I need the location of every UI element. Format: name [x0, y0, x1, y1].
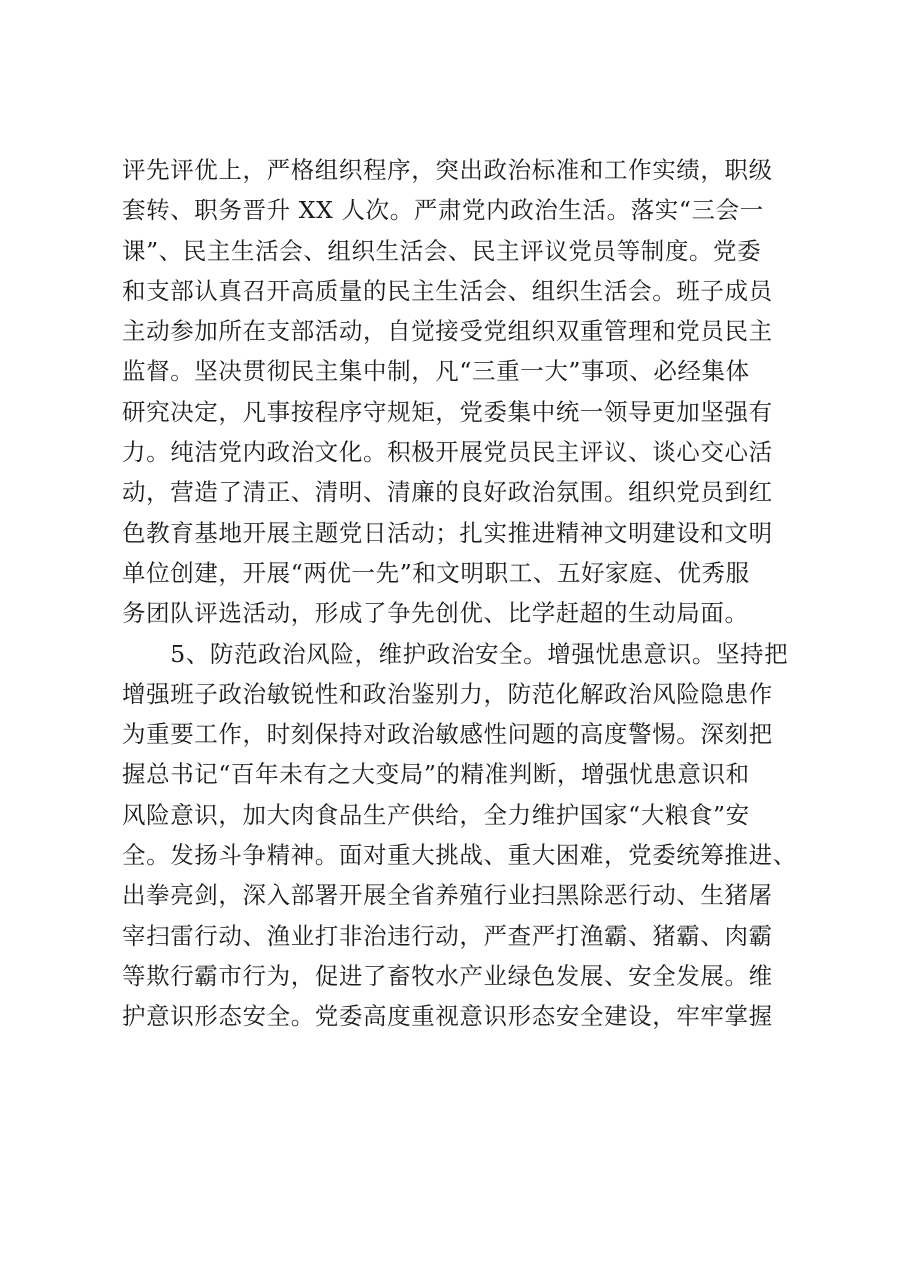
text-line: 护意识形态安全。党委高度重视意识形态安全建设，牢牢掌握	[122, 1002, 773, 1031]
text-line: 监督。坚决贯彻民主集中制，凡“三重一大”事项、必经集体	[122, 357, 750, 386]
text-line: 等欺行霸市行为，促进了畜牧水产业绿色发展、安全发展。维	[122, 961, 773, 990]
text-line: 课”、民主生活会、组织生活会、民主评议党员等制度。党委	[122, 236, 762, 265]
text-line: 务团队评选活动，形成了争先创优、比学赶超的生动局面。	[122, 599, 749, 628]
text-line: 全。发扬斗争精神。面对重大挑战、重大困难，党委统筹推进、	[122, 841, 797, 870]
text-line: 研究决定，凡事按程序守规矩，党委集中统一领导更加坚强有	[122, 397, 773, 426]
paragraph-start-line: 5、防范政治风险，维护政治安全。增强忧患意识。坚持把	[122, 639, 789, 668]
text-line: 风险意识，加大肉食品生产供给，全力维护国家“大粮食”安	[122, 800, 750, 829]
text-line: 色教育基地开展主题党日活动；扎实推进精神文明建设和文明	[122, 518, 773, 547]
text-line: 套转、职务晋升 XX 人次。严肃党内政治生活。落实“三会一	[122, 196, 764, 225]
text-line: 宰扫雷行动、渔业打非治违行动，严查严打渔霸、猪霸、肉霸	[122, 921, 773, 950]
text-line: 握总书记“百年未有之大变局”的精准判断，增强忧患意识和	[122, 760, 750, 789]
text-line: 出拳亮剑，深入部署开展全省养殖行业扫黑除恶行动、生猪屠	[122, 881, 773, 910]
text-line: 力。纯洁党内政治文化。积极开展党员民主评议、谈心交心活	[122, 438, 773, 467]
text-line: 为重要工作，时刻保持对政治敏感性问题的高度警惕。深刻把	[122, 720, 773, 749]
text-line: 动，营造了清正、清明、清廉的良好政治氛围。组织党员到红	[122, 478, 773, 507]
text-line: 单位创建，开展“两优一先”和文明职工、五好家庭、优秀服	[122, 558, 750, 587]
text-line: 主动参加所在支部活动，自觉接受党组织双重管理和党员民主	[122, 317, 773, 346]
text-line: 增强班子政治敏锐性和政治鉴别力，防范化解政治风险隐患作	[122, 679, 773, 708]
text-line: 和支部认真召开高质量的民主生活会、组织生活会。班子成员	[122, 276, 773, 305]
document-body	[122, 150, 802, 1037]
text-line: 评先评优上，严格组织程序，突出政治标准和工作实绩，职级	[122, 156, 773, 184]
